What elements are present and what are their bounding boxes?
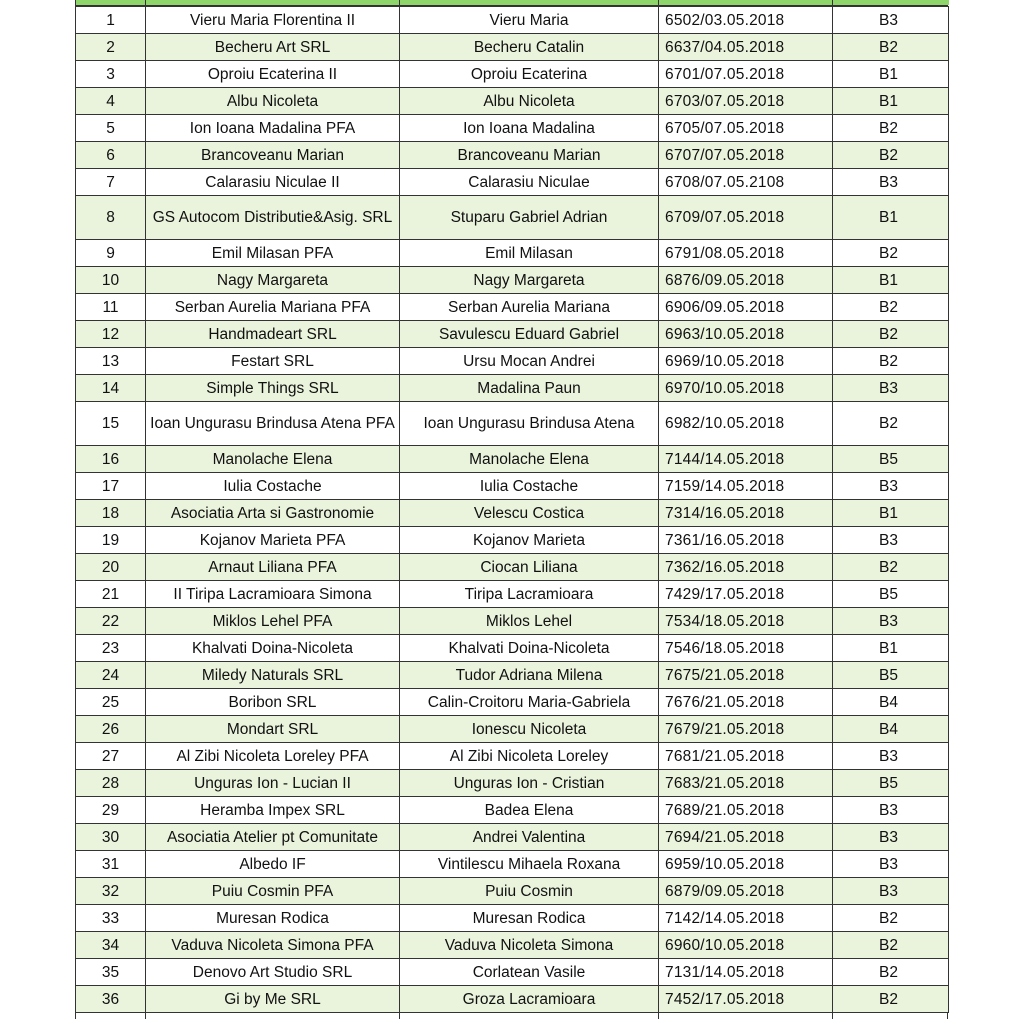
header-cell-category	[833, 0, 949, 5]
registration-number: 7452/17.05.2018	[659, 986, 833, 1013]
category-code: B5	[833, 446, 949, 473]
table-row	[76, 240, 949, 267]
participant-name: Nagy Margareta	[146, 267, 400, 294]
representative-name: Vintilescu Mihaela Roxana	[400, 851, 659, 878]
representative-name: Ioan Ungurasu Brindusa Atena	[400, 402, 659, 446]
row-number: 34	[76, 932, 146, 959]
row-number: 27	[76, 743, 146, 770]
registration-number: 6707/07.05.2018	[659, 142, 833, 169]
header-cell-representative	[400, 0, 659, 5]
participant-name: Brancoveanu Marian	[146, 142, 400, 169]
table-row	[76, 402, 949, 446]
registration-number: 6703/07.05.2018	[659, 88, 833, 115]
category-code: B1	[833, 635, 949, 662]
representative-name: Emil Milasan	[400, 240, 659, 267]
participant-name: Albu Nicoleta	[146, 88, 400, 115]
table-row	[76, 716, 949, 743]
category-code: B3	[833, 797, 949, 824]
participant-name: Miledy Naturals SRL	[146, 662, 400, 689]
category-code: B3	[833, 851, 949, 878]
representative-name: Groza Lacramioara	[400, 986, 659, 1013]
representative-name: Serban Aurelia Mariana	[400, 294, 659, 321]
category-code: B3	[833, 527, 949, 554]
category-code: B2	[833, 554, 949, 581]
registration-number: 6959/10.05.2018	[659, 851, 833, 878]
table-row	[76, 743, 949, 770]
row-number: 20	[76, 554, 146, 581]
registration-number: 6705/07.05.2018	[659, 115, 833, 142]
table-row	[76, 878, 949, 905]
table-row	[76, 851, 949, 878]
participant-name: Iulia Costache	[146, 473, 400, 500]
registration-number: 7676/21.05.2018	[659, 689, 833, 716]
representative-name: Calin-Croitoru Maria-Gabriela	[400, 689, 659, 716]
table-row	[76, 473, 949, 500]
table-row	[76, 608, 949, 635]
representative-name: Badea Elena	[400, 797, 659, 824]
representative-name: Tudor Adriana Milena	[400, 662, 659, 689]
category-code: B1	[833, 267, 949, 294]
participant-name: Vaduva Nicoleta Simona PFA	[146, 932, 400, 959]
participant-name: Oproiu Ecaterina II	[146, 61, 400, 88]
category-code: B2	[833, 34, 949, 61]
row-number: 21	[76, 581, 146, 608]
header-cell-nr	[76, 0, 146, 5]
category-code: B3	[833, 824, 949, 851]
category-code: B5	[833, 770, 949, 797]
participant-name: Becheru Art SRL	[146, 34, 400, 61]
category-code: B3	[833, 473, 949, 500]
registration-number: 6791/08.05.2018	[659, 240, 833, 267]
category-code: B2	[833, 959, 949, 986]
representative-name: Calarasiu Niculae	[400, 169, 659, 196]
participant-name: Ioan Ungurasu Brindusa Atena PFA	[146, 402, 400, 446]
table-row	[76, 348, 949, 375]
representative-name: Nagy Margareta	[400, 267, 659, 294]
registration-number: 7159/14.05.2018	[659, 473, 833, 500]
participant-name: Denovo Art Studio SRL	[146, 959, 400, 986]
row-number: 5	[76, 115, 146, 142]
representative-name: Ursu Mocan Andrei	[400, 348, 659, 375]
registration-number: 6982/10.05.2018	[659, 402, 833, 446]
representative-name: Ciocan Liliana	[400, 554, 659, 581]
category-code: B1	[833, 88, 949, 115]
registration-number: 7144/14.05.2018	[659, 446, 833, 473]
header-cell-name	[146, 0, 400, 5]
participants-table	[75, 6, 949, 1013]
category-code: B3	[833, 375, 949, 402]
registration-number: 6963/10.05.2018	[659, 321, 833, 348]
participant-name: Emil Milasan PFA	[146, 240, 400, 267]
row-number: 36	[76, 986, 146, 1013]
category-code: B2	[833, 905, 949, 932]
representative-name: Manolache Elena	[400, 446, 659, 473]
participant-name: Al Zibi Nicoleta Loreley PFA	[146, 743, 400, 770]
row-number: 17	[76, 473, 146, 500]
representative-name: Andrei Valentina	[400, 824, 659, 851]
category-code: B5	[833, 662, 949, 689]
participant-name: Heramba Impex SRL	[146, 797, 400, 824]
row-number: 29	[76, 797, 146, 824]
row-number: 10	[76, 267, 146, 294]
registration-number: 6701/07.05.2018	[659, 61, 833, 88]
table-row	[76, 527, 949, 554]
participant-name: Asociatia Atelier pt Comunitate	[146, 824, 400, 851]
table-row	[76, 662, 949, 689]
participant-name: Vieru Maria Florentina II	[146, 7, 400, 34]
participant-name: Calarasiu Niculae II	[146, 169, 400, 196]
row-number: 22	[76, 608, 146, 635]
participant-name: II Tiripa Lacramioara Simona	[146, 581, 400, 608]
registration-number: 6637/04.05.2018	[659, 34, 833, 61]
row-number: 32	[76, 878, 146, 905]
representative-name: Madalina Paun	[400, 375, 659, 402]
registration-number: 7675/21.05.2018	[659, 662, 833, 689]
table-row	[76, 34, 949, 61]
representative-name: Muresan Rodica	[400, 905, 659, 932]
table-row	[76, 500, 949, 527]
registration-number: 6960/10.05.2018	[659, 932, 833, 959]
table-row	[76, 554, 949, 581]
row-number: 1	[76, 7, 146, 34]
row-number: 31	[76, 851, 146, 878]
participant-name: Unguras Ion - Lucian II	[146, 770, 400, 797]
table-row	[76, 770, 949, 797]
category-code: B4	[833, 716, 949, 743]
representative-name: Al Zibi Nicoleta Loreley	[400, 743, 659, 770]
row-number: 2	[76, 34, 146, 61]
table-row	[76, 7, 949, 34]
participant-name: Mondart SRL	[146, 716, 400, 743]
registration-number: 6708/07.05.2108	[659, 169, 833, 196]
category-code: B2	[833, 240, 949, 267]
representative-name: Tiripa Lacramioara	[400, 581, 659, 608]
table-body	[76, 7, 949, 1013]
participant-name: Manolache Elena	[146, 446, 400, 473]
participant-name: Gi by Me SRL	[146, 986, 400, 1013]
row-number: 30	[76, 824, 146, 851]
registration-number: 6906/09.05.2018	[659, 294, 833, 321]
table-row	[76, 905, 949, 932]
category-code: B3	[833, 608, 949, 635]
table-row	[76, 446, 949, 473]
representative-name: Khalvati Doina-Nicoleta	[400, 635, 659, 662]
registration-number: 6502/03.05.2018	[659, 7, 833, 34]
next-row-strip	[75, 1013, 948, 1019]
row-number: 16	[76, 446, 146, 473]
participant-name: Simple Things SRL	[146, 375, 400, 402]
row-number: 33	[76, 905, 146, 932]
row-number: 35	[76, 959, 146, 986]
registration-number: 7361/16.05.2018	[659, 527, 833, 554]
participant-name: Albedo IF	[146, 851, 400, 878]
registration-number: 7142/14.05.2018	[659, 905, 833, 932]
category-code: B1	[833, 196, 949, 240]
row-number: 4	[76, 88, 146, 115]
representative-name: Vieru Maria	[400, 7, 659, 34]
registration-number: 7694/21.05.2018	[659, 824, 833, 851]
row-number: 18	[76, 500, 146, 527]
row-number: 3	[76, 61, 146, 88]
table-row	[76, 321, 949, 348]
table-row	[76, 689, 949, 716]
category-code: B2	[833, 932, 949, 959]
category-code: B2	[833, 142, 949, 169]
row-number: 11	[76, 294, 146, 321]
representative-name: Iulia Costache	[400, 473, 659, 500]
participant-name: Kojanov Marieta PFA	[146, 527, 400, 554]
representative-name: Brancoveanu Marian	[400, 142, 659, 169]
representative-name: Stuparu Gabriel Adrian	[400, 196, 659, 240]
row-number: 25	[76, 689, 146, 716]
participant-name: Ion Ioana Madalina PFA	[146, 115, 400, 142]
category-code: B2	[833, 294, 949, 321]
header-cell-registration	[659, 0, 833, 5]
registration-number: 7689/21.05.2018	[659, 797, 833, 824]
category-code: B2	[833, 986, 949, 1013]
participant-name: Handmadeart SRL	[146, 321, 400, 348]
participant-name: Khalvati Doina-Nicoleta	[146, 635, 400, 662]
row-number: 13	[76, 348, 146, 375]
registration-number: 7534/18.05.2018	[659, 608, 833, 635]
row-number: 15	[76, 402, 146, 446]
row-number: 7	[76, 169, 146, 196]
participant-name: Puiu Cosmin PFA	[146, 878, 400, 905]
category-code: B2	[833, 115, 949, 142]
table-row	[76, 196, 949, 240]
registration-number: 6969/10.05.2018	[659, 348, 833, 375]
category-code: B3	[833, 878, 949, 905]
registration-number: 6876/09.05.2018	[659, 267, 833, 294]
row-number: 28	[76, 770, 146, 797]
category-code: B1	[833, 61, 949, 88]
category-code: B1	[833, 500, 949, 527]
participant-name: Muresan Rodica	[146, 905, 400, 932]
representative-name: Unguras Ion - Cristian	[400, 770, 659, 797]
participant-name: Miklos Lehel PFA	[146, 608, 400, 635]
registration-number: 7429/17.05.2018	[659, 581, 833, 608]
row-number: 23	[76, 635, 146, 662]
row-number: 14	[76, 375, 146, 402]
representative-name: Velescu Costica	[400, 500, 659, 527]
row-number: 19	[76, 527, 146, 554]
category-code: B3	[833, 169, 949, 196]
registration-number: 7683/21.05.2018	[659, 770, 833, 797]
row-number: 12	[76, 321, 146, 348]
representative-name: Albu Nicoleta	[400, 88, 659, 115]
row-number: 8	[76, 196, 146, 240]
category-code: B2	[833, 348, 949, 375]
table-row	[76, 142, 949, 169]
representative-name: Corlatean Vasile	[400, 959, 659, 986]
category-code: B3	[833, 7, 949, 34]
table-row	[76, 932, 949, 959]
registration-number: 6709/07.05.2018	[659, 196, 833, 240]
representative-name: Kojanov Marieta	[400, 527, 659, 554]
table-row	[76, 986, 949, 1013]
table-row	[76, 797, 949, 824]
representative-name: Puiu Cosmin	[400, 878, 659, 905]
row-number: 24	[76, 662, 146, 689]
table-row	[76, 169, 949, 196]
participant-name: GS Autocom Distributie&Asig. SRL	[146, 196, 400, 240]
participant-name: Festart SRL	[146, 348, 400, 375]
registration-sheet	[75, 0, 948, 1019]
row-number: 26	[76, 716, 146, 743]
participant-name: Arnaut Liliana PFA	[146, 554, 400, 581]
registration-number: 6879/09.05.2018	[659, 878, 833, 905]
registration-number: 7314/16.05.2018	[659, 500, 833, 527]
registration-number: 7362/16.05.2018	[659, 554, 833, 581]
representative-name: Ionescu Nicoleta	[400, 716, 659, 743]
row-number: 6	[76, 142, 146, 169]
table-row	[76, 581, 949, 608]
table-row	[76, 635, 949, 662]
table-row	[76, 375, 949, 402]
category-code: B2	[833, 321, 949, 348]
table-row	[76, 959, 949, 986]
category-code: B3	[833, 743, 949, 770]
registration-number: 7681/21.05.2018	[659, 743, 833, 770]
representative-name: Savulescu Eduard Gabriel	[400, 321, 659, 348]
table-row	[76, 61, 949, 88]
table-row	[76, 267, 949, 294]
registration-number: 7679/21.05.2018	[659, 716, 833, 743]
category-code: B5	[833, 581, 949, 608]
category-code: B2	[833, 402, 949, 446]
registration-number: 7131/14.05.2018	[659, 959, 833, 986]
representative-name: Becheru Catalin	[400, 34, 659, 61]
table-row	[76, 824, 949, 851]
representative-name: Miklos Lehel	[400, 608, 659, 635]
registration-number: 7546/18.05.2018	[659, 635, 833, 662]
representative-name: Vaduva Nicoleta Simona	[400, 932, 659, 959]
registration-number: 6970/10.05.2018	[659, 375, 833, 402]
category-code: B4	[833, 689, 949, 716]
participant-name: Asociatia Arta si Gastronomie	[146, 500, 400, 527]
participant-name: Serban Aurelia Mariana PFA	[146, 294, 400, 321]
table-row	[76, 88, 949, 115]
representative-name: Ion Ioana Madalina	[400, 115, 659, 142]
row-number: 9	[76, 240, 146, 267]
table-row	[76, 115, 949, 142]
table-row	[76, 294, 949, 321]
representative-name: Oproiu Ecaterina	[400, 61, 659, 88]
participant-name: Boribon SRL	[146, 689, 400, 716]
